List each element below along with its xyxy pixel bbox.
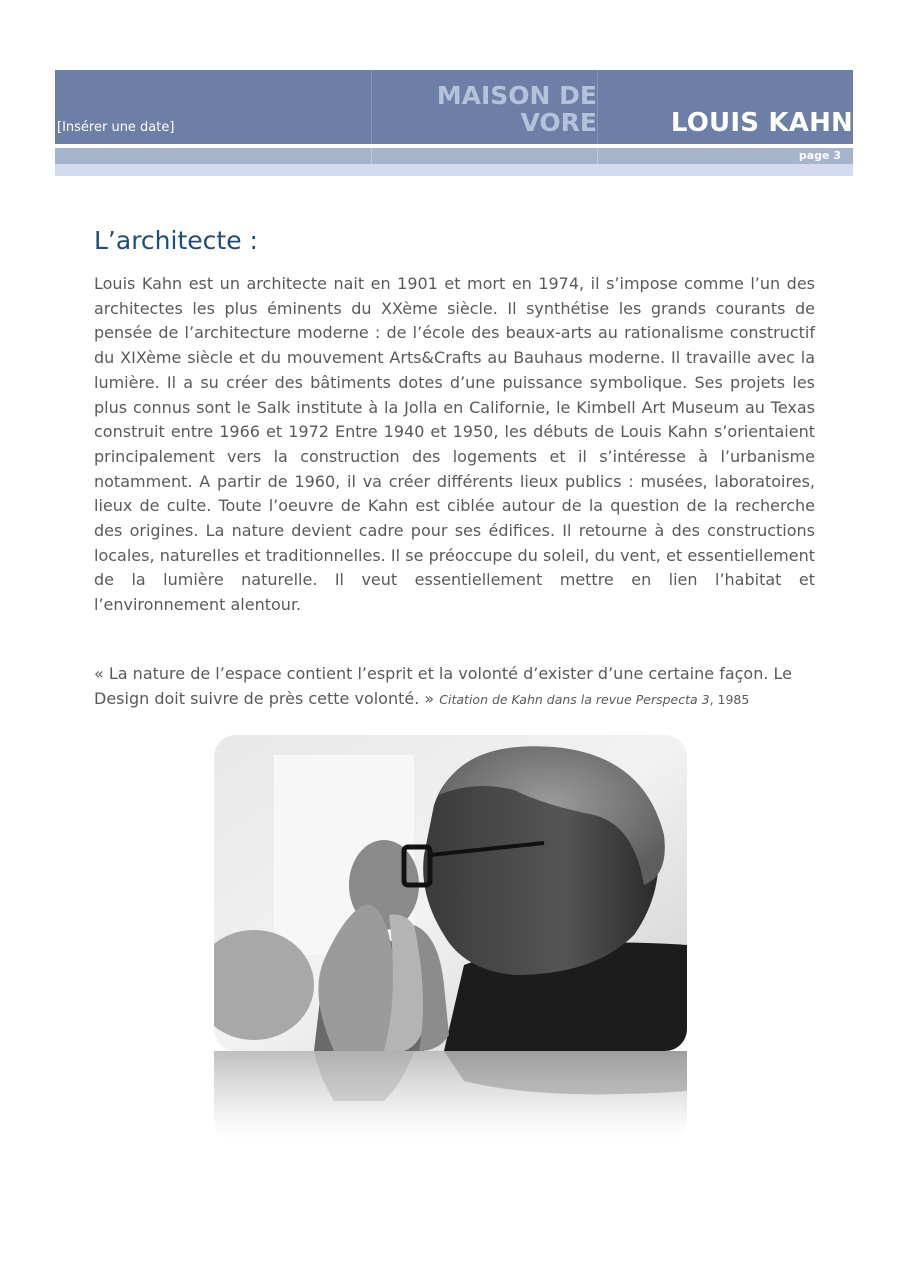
author-name: LOUIS KAHN <box>670 108 853 138</box>
photo-reflection <box>214 1051 687 1146</box>
document-title-line1: MAISON DE <box>436 81 597 110</box>
header-divider <box>597 70 598 144</box>
header-divider <box>597 148 598 164</box>
quote-citation: Citation de Kahn dans la revue Perspecta 3 <box>439 691 710 707</box>
body-paragraph: Louis Kahn est un architecte nait en 1901 et mort en 1974, il s’impose comme l’un des architectes les plus éminents du XXème siècle. Il synthétise les grands courants de pensée de l’architecture moderne : de l’école des beaux-arts au rationalisme constructif du XIXème siècle et du mouvement Arts&Crafts au Bauhaus moderne. Il travaille avec la lumière. Il a su créer des bâtiments dotes d’une puissance symbolique. Ses projets les plus connus sont le Salk institute à la Jolla en Californie, le Kimbell Art Museum au Texas construit entre 1966 et 1972 Entre 1940 et 1950, les débuts de Louis Kahn s’orientaient principalement vers la construction des logements et il s’intéresse à l’urbanisme notamment. A partir de 1960, il va créer différents lieux publics : musées, laboratoires, lieux de culte. Toute l’oeuvre de Kahn est ciblée autour de la question de la recherche des origines. La nature devient cadre pour ses édifices. Il retourne à des constructions locales, naturelles et traditionnelles. Il se préoccupe du soleil, du vent, et essentiellement de la lumière naturelle. Il veut essentiellement mettre en lien l’habitat et l’environnement alentour. <box>94 274 815 615</box>
kahn-quote <box>94 662 815 712</box>
quote-year: , 1985 <box>709 691 750 707</box>
header-band-light <box>55 164 853 176</box>
date-placeholder[interactable]: [Insérer une date] <box>57 120 175 135</box>
section-heading: L’architecte : <box>94 226 258 255</box>
header-divider <box>371 148 372 164</box>
document-title <box>371 82 597 136</box>
page-number: page 3 <box>798 149 841 162</box>
portrait-photo-icon <box>214 735 687 1051</box>
quote-text: « La nature de l’espace contient l’esprit et la volonté d’exister d’une certaine façon. Le Design doit suivre de près cette volonté. » <box>94 664 793 708</box>
document-title-line2: VORE <box>520 108 597 137</box>
page-header <box>55 70 853 176</box>
header-band-mid <box>55 148 853 164</box>
